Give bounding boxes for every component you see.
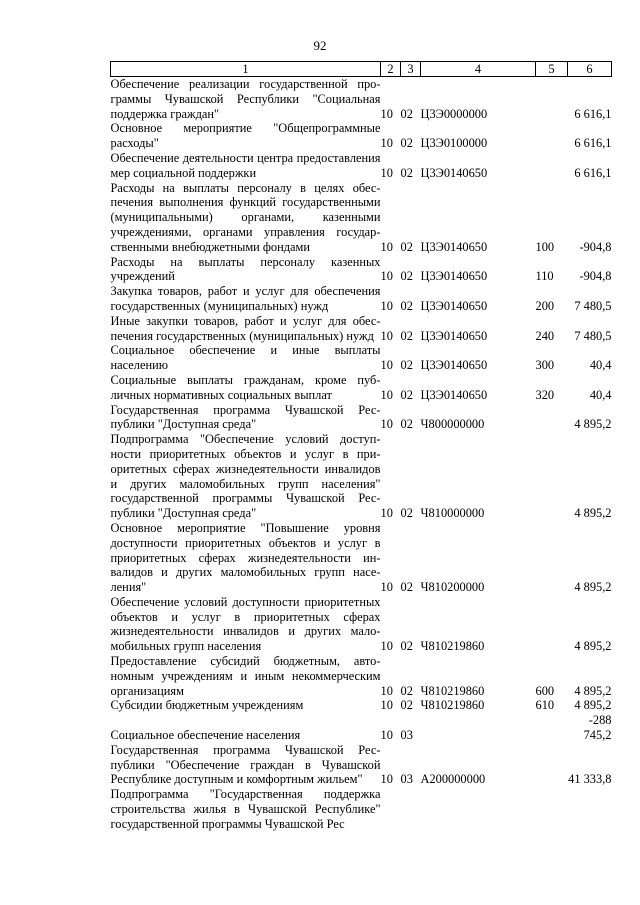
table-row (111, 743, 612, 787)
row-amount: 40,4 (589, 358, 612, 373)
row-target-code: Ц3Э0000000 (420, 106, 488, 121)
header-col-5: 5 (536, 62, 568, 77)
row-expense-type: 240 (535, 328, 555, 343)
row-target-code (421, 713, 536, 743)
row-subsection: 02 (400, 506, 413, 521)
row-amount: -288 745,2 (583, 713, 612, 743)
row-amount: 6 616,1 (574, 136, 612, 151)
row-name: Государственная программа Чувашской Республики "Обеспечение граждан в Чувашской Республике доступным и комфортным жильем" (110, 742, 381, 787)
row-section: 10 (380, 165, 393, 180)
row-section: 10 (380, 298, 393, 313)
row-section: 10 (380, 358, 393, 373)
table-row (111, 314, 612, 344)
row-name: Субсидии бюджетным учреждениям (110, 698, 304, 713)
row-target-code: Ч800000000 (420, 417, 485, 432)
table-row (111, 121, 612, 151)
table-row (111, 77, 612, 122)
row-name: Основное мероприятие "Общепрограммные расходы" (110, 121, 381, 151)
row-amount: 6 616,1 (574, 165, 612, 180)
row-section: 10 (380, 106, 393, 121)
row-target-code: Ц3Э0140650 (420, 328, 488, 343)
row-subsection: 02 (400, 683, 413, 698)
row-subsection: 02 (400, 417, 413, 432)
row-expense-type: 610 (535, 698, 555, 713)
row-name: Обеспечение условий доступности приоритетных объектов и услуг в приоритетных сферах жизнедеятельности инвалидов и других маломобильных групп населения (110, 594, 381, 654)
row-target-code: Ч810219860 (420, 698, 485, 713)
row-subsection: 02 (400, 698, 413, 713)
row-name: Закупка товаров, работ и услуг для обеспечения государственных (муниципальных) нужд (110, 284, 381, 313)
row-section (381, 787, 401, 831)
row-amount: 4 895,2 (574, 417, 612, 432)
row-amount: 4 895,2 (574, 683, 612, 698)
row-subsection: 02 (400, 639, 413, 654)
table-row (111, 255, 612, 285)
row-section: 10 (380, 417, 393, 432)
row-section: 10 (380, 728, 393, 743)
table-row (111, 373, 612, 403)
header-col-3: 3 (401, 62, 421, 77)
row-subsection: 02 (400, 358, 413, 373)
row-expense-type (536, 121, 568, 151)
row-expense-type: 200 (535, 298, 555, 313)
table-row (111, 151, 612, 181)
table-row (111, 654, 612, 698)
row-name: Обеспечение реализации государственной программы Чувашской Республики "Социальная поддержка граждан" (110, 77, 381, 121)
row-amount: 4 895,2 (574, 580, 612, 595)
row-name: Основное мероприятие "Повышение уровня доступности приоритетных объектов и услуг в приоритетных сферах жизнедеятельности инвалидов и других маломобильных групп населения" (110, 520, 381, 595)
header-col-6: 6 (568, 62, 612, 77)
row-expense-type (536, 787, 568, 831)
table-row (111, 713, 612, 743)
row-subsection: 03 (400, 728, 413, 743)
row-section: 10 (380, 639, 393, 654)
row-amount: 6 616,1 (574, 106, 612, 121)
row-subsection: 02 (400, 298, 413, 313)
row-section: 10 (380, 328, 393, 343)
table-row (111, 698, 612, 713)
row-target-code: Ц3Э0140650 (420, 239, 488, 254)
row-amount: 4 895,2 (574, 698, 612, 713)
table-row (111, 787, 612, 831)
table-body (111, 77, 612, 832)
row-expense-type (536, 521, 568, 595)
page-number: 92 (313, 38, 327, 53)
row-expense-type (536, 151, 568, 181)
row-subsection: 02 (400, 106, 413, 121)
row-expense-type (536, 432, 568, 521)
row-expense-type: 100 (535, 239, 555, 254)
row-section: 10 (380, 269, 393, 284)
row-section: 10 (380, 506, 393, 521)
row-subsection (401, 787, 421, 831)
row-target-code: Ц3Э0140650 (420, 298, 488, 313)
table-row (111, 595, 612, 654)
row-amount: 4 895,2 (574, 506, 612, 521)
row-expense-type: 600 (535, 683, 555, 698)
table-row (111, 403, 612, 433)
row-expense-type (536, 595, 568, 654)
row-amount: 41 333,8 (568, 772, 612, 787)
row-section: 10 (380, 387, 393, 402)
row-name: Иные закупки товаров, работ и услуг для обеспечения государственных (муниципальных) нужд (110, 313, 381, 343)
row-name: Обеспечение деятельности центра предоставления мер социальной поддержки (110, 150, 381, 180)
row-section: 10 (380, 772, 393, 787)
table-row (111, 521, 612, 595)
row-name: Подпрограмма "Государственная поддержка строительства жилья в Чувашской Республике" государственной программы Чувашской Рес (110, 787, 381, 831)
row-amount (568, 787, 612, 831)
row-subsection: 02 (400, 239, 413, 254)
row-subsection: 02 (400, 165, 413, 180)
row-target-code: Ц3Э0100000 (420, 136, 488, 151)
table-row (111, 284, 612, 314)
budget-table (110, 61, 612, 832)
row-expense-type (536, 743, 568, 787)
row-amount: 7 480,5 (574, 298, 612, 313)
row-target-code: Ц3Э0140650 (420, 269, 488, 284)
row-name: Социальное обеспечение и иные выплаты населению (110, 343, 381, 373)
table-row (111, 432, 612, 521)
row-target-code (421, 787, 536, 831)
row-target-code: Ц3Э0140650 (420, 358, 488, 373)
row-name: Социальные выплаты гражданам, кроме публичных нормативных социальных выплат (110, 372, 381, 402)
row-expense-type: 320 (535, 387, 555, 402)
row-subsection: 02 (400, 269, 413, 284)
row-target-code: Ч810200000 (420, 580, 485, 595)
row-amount: 7 480,5 (574, 328, 612, 343)
table-row (111, 343, 612, 373)
row-section: 10 (380, 683, 393, 698)
row-amount: 40,4 (589, 387, 612, 402)
row-expense-type (536, 403, 568, 433)
row-name: Расходы на выплаты персоналу в целях обеспечения выполнения функций государственными (муниципальными) органами, казенными учреждениями, органами управления государственными внебюджетными фондами (110, 180, 381, 254)
row-expense-type (536, 77, 568, 122)
table-row (111, 181, 612, 255)
row-subsection: 02 (400, 580, 413, 595)
row-section: 10 (380, 136, 393, 151)
row-amount: -904,8 (579, 239, 612, 254)
row-name: Государственная программа Чувашской Республики "Доступная среда" (110, 402, 381, 432)
row-target-code: Ч810219860 (420, 639, 485, 654)
header-col-1: 1 (111, 62, 381, 77)
row-name: Расходы на выплаты персоналу казенных учреждений (110, 254, 381, 284)
row-target-code: А200000000 (420, 772, 486, 787)
row-amount: 4 895,2 (574, 639, 612, 654)
row-name: Предоставление субсидий бюджетным, автономным учреждениям и иным некоммерческим организациям (110, 654, 381, 698)
row-section: 10 (380, 239, 393, 254)
row-target-code: Ц3Э0140650 (420, 165, 488, 180)
row-name: Подпрограмма "Обеспечение условий доступности приоритетных объектов и услуг в приоритетных сферах жизнедеятельности инвалидов и других маломобильных групп населения" государственной программы Чувашской Республики "Доступная среда" (110, 432, 381, 521)
row-name: Социальное обеспечение населения (110, 728, 301, 743)
row-section: 10 (380, 698, 393, 713)
row-subsection: 02 (400, 328, 413, 343)
row-expense-type: 110 (535, 269, 554, 284)
row-target-code: Ч810000000 (420, 506, 485, 521)
row-target-code: Ч810219860 (420, 683, 485, 698)
row-amount: -904,8 (579, 269, 612, 284)
row-expense-type (536, 713, 568, 743)
row-section: 10 (380, 580, 393, 595)
row-subsection: 02 (400, 136, 413, 151)
table-header-row (111, 62, 612, 77)
row-expense-type: 300 (535, 358, 555, 373)
row-target-code: Ц3Э0140650 (420, 387, 488, 402)
row-subsection: 03 (400, 772, 413, 787)
header-col-2: 2 (381, 62, 401, 77)
header-col-4: 4 (421, 62, 536, 77)
row-subsection: 02 (400, 387, 413, 402)
